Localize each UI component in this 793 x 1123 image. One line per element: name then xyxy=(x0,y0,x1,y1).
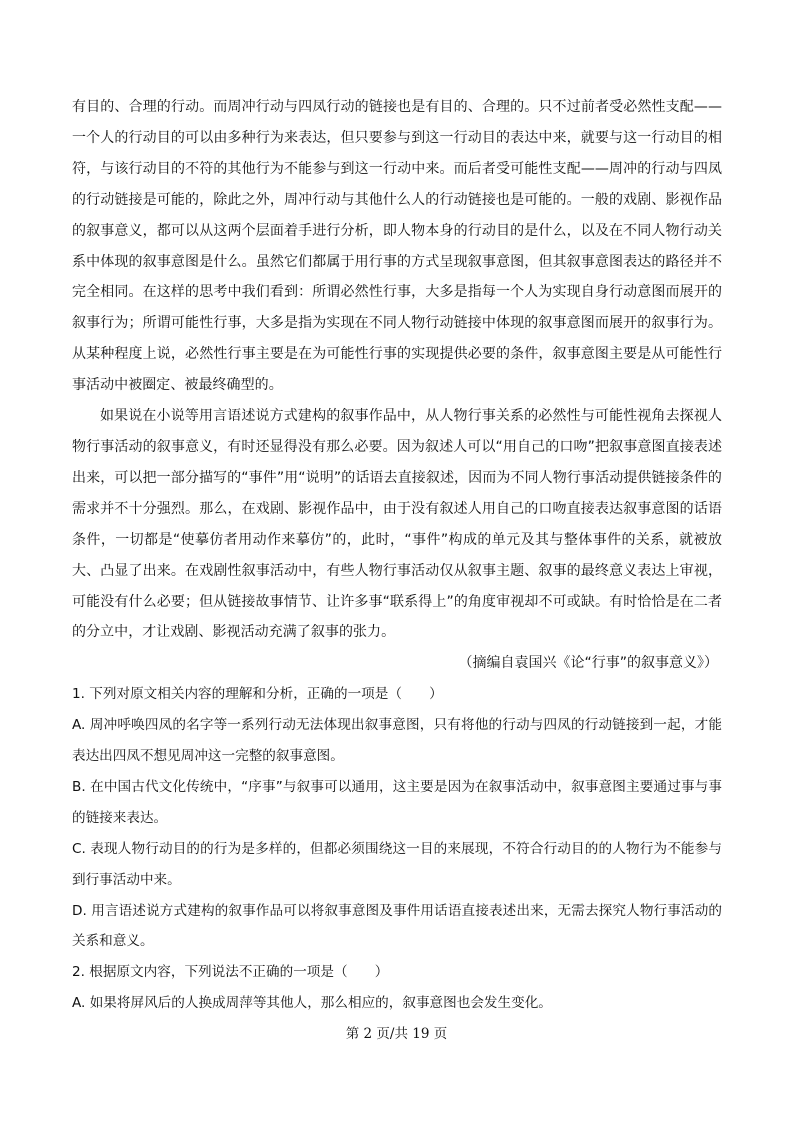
question-1-option-a: A. 周冲呼唤四凤的名字等一系列行动无法体现出叙事意图，只有将他的行动与四凤的行动链接到一起，才能表达出四凤不想见周冲这一完整的叙事意图。 xyxy=(72,717,722,765)
document-body xyxy=(72,92,722,1019)
passage-paragraph-2: 如果说在小说等用言语述说方式建构的叙事作品中，从人物行事关系的必然性与可能性视角去探视人物行事活动的叙事意义，有时还显得没有那么必要。因为叙述人可以“用自己的口吻”把叙事意图直接表述出来，可以把一部分描写的“事件”用“说明”的话语去直接叙述，因而为不同人物行事活动提供链接条件的需求并不十分强烈。那么，在戏剧、影视作品中，由于没有叙述人用自己的口吻直接表达叙事意图的话语条件，一切都是“使摹仿者用动作来摹仿”的，此时，“事件”构成的单元及其与整体事件的关系，就被放大、凸显了出来。在戏剧性叙事活动中，有些人物行事活动仅从叙事主题、叙事的最终意义表达上审视，可能没有什么必要；但从链接故事情节、让许多事“联系得上”的角度审视却不可或缺。有时恰恰是在二者的分立中，才让戏剧、影视活动充满了叙事的张力。 xyxy=(72,408,722,641)
question-1-stem: 1. 下列对原文相关内容的理解和分析，正确的一项是（ ） xyxy=(72,686,443,703)
question-1-option-d: D. 用言语述说方式建构的叙事作品可以将叙事意图及事件用话语直接表述出来，无需去探究人物行事活动的关系和意义。 xyxy=(72,902,722,950)
question-2-stem: 2. 根据原文内容，下列说法不正确的一项是（ ） xyxy=(72,964,389,981)
question-1-option-b: B. 在中国古代文化传统中，“序事”与叙事可以通用，这主要是因为在叙事活动中，叙事意图主要通过事与事的链接来表达。 xyxy=(72,778,722,826)
passage-paragraph-1: 有目的、合理的行动。而周冲行动与四凤行动的链接也是有目的、合理的。只不过前者受必然性支配——一个人的行动目的可以由多种行为来表达，但只要参与到这一行动目的表达中来，就要与这一行动目的相符，与该行动目的不符的其他行为不能参与到这一行动中来。而后者受可能性支配——周冲的行动与四凤的行动链接是可能的，除此之外，周冲行动与其他什么人的行动链接也是可能的。一般的戏剧、影视作品的叙事意义，都可以从这两个层面着手进行分析，即人物本身的行动目的是什么，以及在不同人物行动关系中体现的叙事意图是什么。虽然它们都属于用行事的方式呈现叙事意图，但其叙事意图表达的路径并不完全相同。在这样的思考中我们看到：所谓必然性行事，大多是指每一个人为实现自身行动意图而展开的叙事行为；所谓可能性行事，大多是指为实现在不同人物行动链接中体现的叙事意图而展开的叙事行为。从某种程度上说，必然性行事主要是在为可能性行事的实现提供必要的条件，叙事意图主要是从可能性行事活动中被圈定、被最终确型的。 xyxy=(72,99,722,394)
question-2-option-a: A. 如果将屏风后的人换成周萍等其他人，那么相应的，叙事意图也会发生变化。 xyxy=(72,995,552,1012)
question-1-option-c: C. 表现人物行动目的的行为是多样的，但都必须围绕这一目的来展现，不符合行动目的的人物行为不能参与到行事活动中来。 xyxy=(72,840,722,888)
page-footer: 第 2 页/共 19 页 xyxy=(345,1026,448,1042)
passage-source: （摘编自袁国兴《论“行事”的叙事意义》） xyxy=(458,655,718,672)
